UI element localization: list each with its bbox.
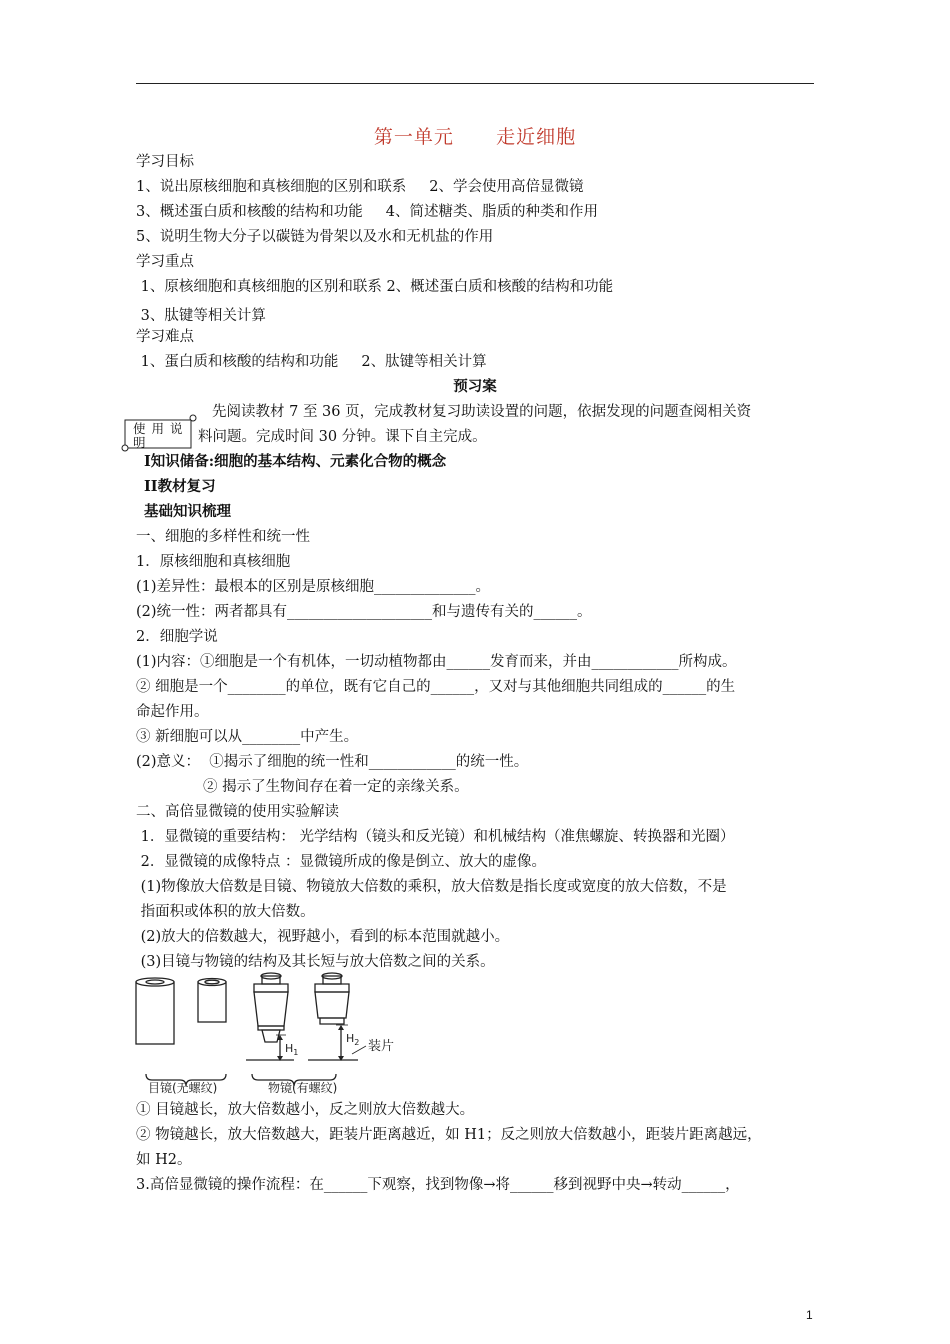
section-heading: 预习案	[453, 378, 497, 395]
page-number: 1	[806, 1308, 813, 1322]
eyepiece-long	[136, 982, 174, 1044]
text-line: 1、蛋白质和核酸的结构和功能 2、肽键等相关计算	[136, 354, 487, 370]
text-line: I知识储备:细胞的基本结构、元素化合物的概念	[144, 453, 447, 470]
text-line: ② 物镜越长，放大倍数越大，距装片距离越近，如 H1；反之则放大倍数越小，距装片距离越远，	[136, 1127, 762, 1143]
text-line: (2)放大的倍数越大，视野越小，看到的标本范围就越小。	[136, 929, 510, 945]
text-line: 3、肽键等相关计算	[136, 308, 266, 324]
text-line: ③ 新细胞可以从________中产生。	[136, 729, 359, 745]
text-line: ② 细胞是一个________的单位，既有它自己的______，又对与其他细胞共同组成的______的生	[136, 679, 736, 695]
text-line: 二、高倍显微镜的使用实验解读	[136, 804, 339, 820]
text-line: 一、细胞的多样性和统一性	[136, 529, 310, 545]
page-title: 第一单元 走近细胞	[373, 126, 577, 148]
text-line: 2．显微镜的成像特点 ：显微镜所成的像是倒立、放大的虚像。	[136, 854, 546, 870]
eyepiece-caption: 目镜(无螺纹)	[148, 1081, 218, 1094]
svg-text:H1: $H_1$	[285, 1042, 299, 1057]
slide-label: 装片	[368, 1039, 395, 1054]
text-line: (3)目镜与物镜的结构及其长短与放大倍数之间的关系。	[136, 954, 495, 970]
text-line: (1)内容：①细胞是一个有机体，一切动植物都由______发育而来，并由____________所构成。	[136, 654, 737, 670]
text-line: 2．细胞学说	[136, 629, 218, 645]
text-line: 学习目标	[136, 154, 194, 170]
text-line: 1．原核细胞和真核细胞	[136, 554, 291, 570]
objective-caption: 物镜(有螺纹)	[268, 1081, 338, 1094]
text-line: ① 目镜越长，放大倍数越小，反之则放大倍数越大。	[136, 1102, 475, 1118]
text-line: 学习重点	[136, 254, 194, 270]
objective-long	[254, 973, 288, 1042]
text-line: (2)统一性：两者都具有____________________和与遗传有关的______。	[136, 604, 592, 620]
text-line: II教材复习	[144, 478, 216, 495]
text-line: 1．显微镜的重要结构： 光学结构（镜头和反光镜）和机械结构（准焦螺旋、转换器和光圈）	[136, 829, 735, 845]
text-line: (2)意义： ①揭示了细胞的统一性和____________的统一性。	[136, 754, 529, 770]
eyepiece-short	[198, 982, 226, 1022]
text-line: (1)物像放大倍数是目镜、物镜放大倍数的乘积，放大倍数是指长度或宽度的放大倍数，不是	[136, 879, 727, 895]
text-line: 先阅读教材 7 至 36 页，完成教材复习助读设置的问题，依据发现的问题查阅相关资	[212, 404, 752, 420]
text-line: 1、说出原核细胞和真核细胞的区别和联系 2、学会使用高倍显微镜	[136, 179, 584, 195]
text-line: 1、原核细胞和真核细胞的区别和联系 2、概述蛋白质和核酸的结构和功能	[136, 279, 614, 295]
text-line: 3.高倍显微镜的操作流程：在______下观察，找到物像→将______移到视野中央→转动______，	[136, 1177, 740, 1193]
text-line: 5、说明生物大分子以碳链为骨架以及水和无机盐的作用	[136, 229, 494, 245]
text-line: 料问题。完成时间 30 分钟。课下自主完成。	[198, 429, 487, 445]
instruction-box-label: 使 用 说 明	[133, 422, 184, 450]
text-line: 基础知识梳理	[144, 503, 231, 520]
text-line: 学习难点	[136, 329, 194, 345]
objective-short	[315, 973, 349, 1024]
lens-figure	[126, 970, 426, 1094]
header-rule	[136, 83, 814, 84]
text-line: 3、概述蛋白质和核酸的结构和功能 4、简述糖类、脂质的种类和作用	[136, 204, 598, 220]
text-line: 指面积或体积的放大倍数。	[136, 904, 315, 920]
text-line: ② 揭示了生物间存在着一定的亲缘关系。	[203, 779, 469, 795]
svg-text:H2: $H_2$	[346, 1032, 360, 1047]
text-line: 命起作用。	[136, 704, 209, 720]
text-line: 如 H2。	[136, 1152, 192, 1168]
text-line: (1)差异性：最根本的区别是原核细胞______________。	[136, 579, 491, 595]
